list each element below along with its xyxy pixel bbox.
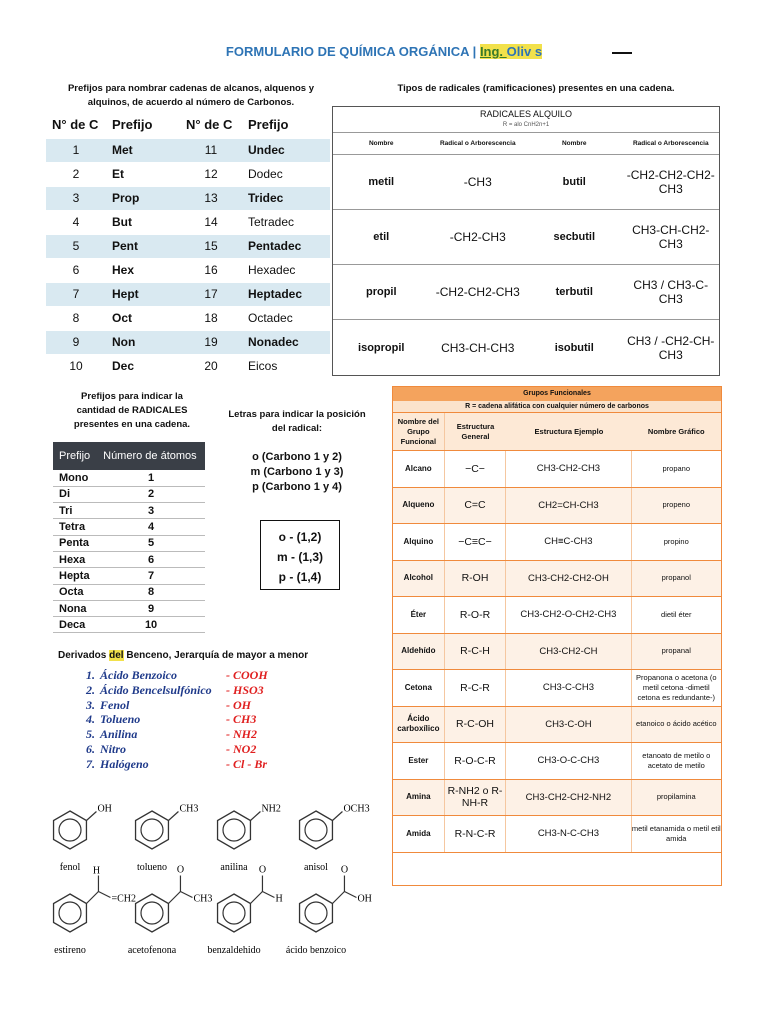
functional-group-row bbox=[393, 597, 721, 634]
fg-name: Ácido carboxílico bbox=[393, 707, 445, 743]
prefixes-cell: 11 bbox=[180, 138, 242, 162]
prefixes-cell: Hexadec bbox=[242, 258, 330, 282]
box-item-m: m - (1,3) bbox=[276, 550, 323, 564]
derivative-item bbox=[86, 683, 268, 698]
substituent-bond bbox=[86, 892, 98, 904]
fg-graphic-name: propilamina bbox=[656, 792, 696, 802]
quantity-row bbox=[53, 617, 205, 633]
fg-name: Amida bbox=[393, 816, 445, 852]
quantity-number: 8 bbox=[97, 584, 205, 600]
derivative-item bbox=[86, 698, 268, 713]
fg-general: −C≡C− bbox=[445, 524, 507, 560]
fg-header-example: Estructura Ejemplo bbox=[534, 426, 604, 436]
substituent-label: =CH2 bbox=[111, 893, 136, 905]
fg-name: Alquino bbox=[393, 524, 445, 560]
fg-header-name: Nombre del Grupo Funcional bbox=[393, 413, 445, 450]
letter-item-o: o (Carbono 1 y 2) bbox=[252, 451, 342, 463]
fg-name: Aldehído bbox=[393, 634, 445, 670]
derivatives-title-post: Benceno, Jerarquía de mayor a menor bbox=[123, 650, 309, 661]
derivative-number: 4. bbox=[86, 712, 95, 727]
fg-example: CH2=CH-CH3 bbox=[506, 488, 631, 524]
functional-group-row bbox=[393, 670, 721, 707]
derivative-number: 6. bbox=[86, 741, 95, 756]
prefixes-cell: 7 bbox=[46, 282, 106, 306]
radical-formula: -CH2-CH3 bbox=[449, 230, 506, 244]
aromatic-circle bbox=[223, 902, 245, 924]
prefixes-cell: 12 bbox=[180, 162, 242, 186]
prefixes-row bbox=[46, 258, 330, 282]
prefixes-row bbox=[46, 210, 330, 234]
fg-example: CH3-N-C-CH3 bbox=[506, 816, 631, 852]
prefixes-row bbox=[46, 330, 330, 354]
radicals-table-title: RADICALES ALQUILO bbox=[479, 109, 573, 119]
substituent-bond bbox=[250, 892, 262, 904]
molecule-label: fenol bbox=[59, 862, 81, 873]
substituent-label: CH3 bbox=[179, 803, 199, 815]
molecule-label: ácido benzoico bbox=[285, 945, 347, 956]
substituent-label: CH3 bbox=[193, 893, 213, 905]
substituent-bond bbox=[168, 812, 178, 821]
fg-graphic-name: dietil éter bbox=[661, 609, 692, 619]
quantity-prefix: Nona bbox=[53, 600, 97, 616]
letter-item-m: m (Carbono 1 y 3) bbox=[250, 466, 344, 478]
fg-graphic-name: propeno bbox=[662, 500, 691, 510]
functional-group-row bbox=[393, 488, 721, 525]
side-bond bbox=[262, 892, 274, 898]
fg-name: Alcohol bbox=[393, 561, 445, 597]
derivative-group: - Cl - Br bbox=[226, 756, 268, 771]
prefixes-header-1: Prefijo bbox=[112, 117, 153, 133]
quantity-caption: Prefijos para indicar la cantidad de RADICALES presentes en una cadena. bbox=[73, 391, 191, 430]
derivatives-title bbox=[58, 650, 308, 661]
prefixes-cell: 15 bbox=[180, 234, 242, 258]
radicals-row bbox=[333, 265, 719, 320]
prefixes-caption: Prefijos para nombrar cadenas de alcanos, alquenos y alquinos, de acuerdo al número de Carbonos. bbox=[67, 83, 315, 108]
quantity-row bbox=[53, 503, 205, 519]
molecule2-2 bbox=[207, 865, 282, 957]
functional-group-row bbox=[393, 561, 721, 598]
prefixes-header-2: N° de C bbox=[186, 117, 233, 133]
derivative-number: 3. bbox=[86, 697, 95, 712]
radical-name: isopropil bbox=[358, 341, 405, 354]
radicals-header-row bbox=[333, 133, 719, 155]
molecule2-3 bbox=[286, 865, 372, 957]
radicals-row bbox=[333, 155, 719, 210]
functional-groups-subtitle: R = cadena alifática con cualquier número de carbonos bbox=[393, 401, 721, 413]
quantity-prefix: Hexa bbox=[53, 551, 97, 567]
quantity-prefix: Tetra bbox=[53, 519, 97, 535]
derivative-number: 7. bbox=[86, 756, 95, 771]
prefixes-cell: Hept bbox=[106, 282, 180, 306]
prefixes-row bbox=[46, 282, 330, 306]
radical-name: butil bbox=[562, 176, 586, 188]
prefixes-cell: 14 bbox=[180, 210, 242, 234]
prefixes-cell: Hex bbox=[106, 258, 180, 282]
derivative-number: 5. bbox=[86, 727, 95, 742]
fg-header-general: Estructura General bbox=[456, 421, 495, 441]
prefixes-cell: 20 bbox=[180, 354, 242, 378]
functional-groups-header-row bbox=[393, 413, 721, 451]
radicals-header-0: Nombre bbox=[368, 140, 394, 147]
radical-formula: CH3-CH-CH2-CH3 bbox=[632, 223, 710, 251]
radicals-header-3: Radical o Arborescencia bbox=[632, 140, 709, 147]
functional-group-row bbox=[393, 524, 721, 561]
prefixes-cell: Pent bbox=[106, 234, 180, 258]
fg-general: C=C bbox=[445, 488, 507, 524]
prefixes-cell: 9 bbox=[46, 330, 106, 354]
radical-formula: -CH2-CH2-CH3 bbox=[435, 285, 520, 299]
quantity-row bbox=[53, 600, 205, 616]
author-surname: Oliv s bbox=[506, 44, 543, 59]
fg-example: CH3-C-CH3 bbox=[506, 670, 631, 706]
fg-graphic-name: etanoico o ácido acético bbox=[636, 719, 717, 729]
quantity-table bbox=[53, 442, 205, 633]
derivative-group: - COOH bbox=[226, 668, 268, 682]
derivatives-title-highlight: del bbox=[109, 650, 124, 661]
derivative-name: Anilina bbox=[100, 727, 138, 742]
quantity-row bbox=[53, 551, 205, 567]
derivative-group: - HSO3 bbox=[226, 682, 264, 697]
prefixes-cell: 1 bbox=[46, 138, 106, 162]
side-bond bbox=[98, 892, 110, 898]
radicals-row bbox=[333, 320, 719, 375]
fg-example: CH3-O-C-CH3 bbox=[506, 743, 631, 779]
prefixes-cell: 5 bbox=[46, 234, 106, 258]
prefixes-cell: Octadec bbox=[242, 306, 330, 330]
functional-group-row bbox=[393, 743, 721, 780]
fg-name: Éter bbox=[393, 597, 445, 633]
quantity-number: 10 bbox=[97, 617, 205, 633]
carbonyl-oxygen: O bbox=[340, 864, 349, 876]
molecule2-0 bbox=[54, 866, 136, 957]
vinyl-hydrogen: H bbox=[92, 865, 101, 877]
derivatives-list bbox=[86, 668, 268, 772]
quantity-prefix: Deca bbox=[53, 617, 97, 633]
quantity-header-1: Número de átomos bbox=[97, 442, 205, 470]
prefixes-cell: Prop bbox=[106, 186, 180, 210]
substituent-label: OCH3 bbox=[343, 803, 370, 815]
quantity-header-0: Prefijo bbox=[53, 442, 97, 470]
quantity-prefix: Octa bbox=[53, 584, 97, 600]
prefixes-cell: 19 bbox=[180, 330, 242, 354]
derivative-item bbox=[86, 757, 268, 772]
letters-list bbox=[232, 450, 362, 495]
substituent-label: H bbox=[275, 893, 283, 905]
substituent-bond bbox=[332, 892, 344, 904]
prefixes-cell: 17 bbox=[180, 282, 242, 306]
prefixes-row bbox=[46, 162, 330, 186]
functional-group-row bbox=[393, 707, 721, 744]
derivatives-title-pre: Derivados bbox=[58, 650, 110, 661]
quantity-row bbox=[53, 519, 205, 535]
prefixes-cell: Dodec bbox=[242, 162, 330, 186]
derivative-group: - CH3 bbox=[226, 712, 257, 727]
prefixes-table bbox=[46, 112, 330, 379]
functional-group-row bbox=[393, 451, 721, 488]
fg-example: CH3-CH2-O-CH2-CH3 bbox=[506, 597, 631, 633]
quantity-number: 9 bbox=[97, 600, 205, 616]
prefixes-cell: Non bbox=[106, 330, 180, 354]
derivative-number: 1. bbox=[86, 668, 95, 682]
derivative-item bbox=[86, 742, 268, 757]
fg-name: Ester bbox=[393, 743, 445, 779]
benzene-derivatives-drawings bbox=[40, 795, 400, 975]
derivative-group: - NO2 bbox=[226, 741, 257, 756]
letters-caption: Letras para indicar la posición del radical: bbox=[228, 409, 366, 434]
substituent-label: NH2 bbox=[261, 803, 281, 815]
radicals-caption: Tipos de radicales (ramificaciones) presentes en una cadena. bbox=[397, 83, 675, 94]
letters-box bbox=[260, 520, 340, 590]
prefixes-cell: 8 bbox=[46, 306, 106, 330]
fg-general: R-O-R bbox=[445, 597, 507, 633]
prefixes-row bbox=[46, 354, 330, 378]
quantity-prefix: Hepta bbox=[53, 568, 97, 584]
radicals-header-1: Radical o Arborescencia bbox=[439, 140, 516, 147]
radical-name: metil bbox=[368, 176, 395, 188]
fg-example: CH3-CH2-CH2-NH2 bbox=[506, 780, 631, 816]
fg-graphic-name: etanoato de metilo o acetato de metilo bbox=[642, 750, 711, 770]
derivative-number: 2. bbox=[86, 682, 95, 697]
prefixes-cell: Heptadec bbox=[242, 282, 330, 306]
functional-group-row bbox=[393, 780, 721, 817]
radicals-table bbox=[332, 106, 720, 376]
box-item-p: p - (1,4) bbox=[278, 570, 322, 584]
quantity-prefix: Di bbox=[53, 486, 97, 502]
functional-group-row bbox=[393, 816, 721, 853]
quantity-number: 2 bbox=[97, 486, 205, 502]
box-item-o: o - (1,2) bbox=[278, 530, 322, 544]
fg-graphic-name: metil etanamida o metil etil amida bbox=[631, 823, 721, 843]
fg-general: R-O-C-R bbox=[445, 743, 507, 779]
prefixes-cell: Et bbox=[106, 162, 180, 186]
fg-name: Amina bbox=[393, 780, 445, 816]
derivative-item bbox=[86, 712, 268, 727]
substituent-label: OH bbox=[97, 803, 112, 815]
prefixes-cell: Tridec bbox=[242, 186, 330, 210]
quantity-row bbox=[53, 584, 205, 600]
title-dash bbox=[612, 52, 632, 54]
prefixes-cell: 3 bbox=[46, 186, 106, 210]
side-bond bbox=[344, 892, 356, 898]
derivative-group: - OH bbox=[226, 697, 251, 712]
derivative-item bbox=[86, 727, 268, 742]
radical-name: secbutil bbox=[553, 231, 596, 243]
prefixes-cell: 6 bbox=[46, 258, 106, 282]
prefixes-cell: 10 bbox=[46, 354, 106, 378]
radical-formula: -CH2-CH2-CH2-CH3 bbox=[626, 168, 715, 196]
fg-general: −C− bbox=[445, 451, 507, 487]
aromatic-circle bbox=[305, 819, 327, 841]
aromatic-circle bbox=[141, 902, 163, 924]
quantity-row bbox=[53, 470, 205, 486]
prefixes-cell: Nonadec bbox=[242, 330, 330, 354]
fg-example: CH3-C-OH bbox=[506, 707, 631, 743]
fg-example: CH3-CH2-CH bbox=[506, 634, 631, 670]
radicals-row bbox=[333, 210, 719, 265]
prefixes-cell: 4 bbox=[46, 210, 106, 234]
radical-name: terbutil bbox=[555, 286, 593, 298]
fg-example: CH3-CH2-CH2-OH bbox=[506, 561, 631, 597]
fg-general: R-C-OH bbox=[445, 707, 507, 743]
radical-name: isobutil bbox=[554, 341, 594, 354]
quantity-number: 6 bbox=[97, 551, 205, 567]
molecule-label: acetofenona bbox=[127, 945, 177, 956]
prefixes-cell: 13 bbox=[180, 186, 242, 210]
author-highlight bbox=[480, 44, 542, 59]
page-title bbox=[0, 44, 768, 59]
quantity-row bbox=[53, 486, 205, 502]
molecule-2 bbox=[218, 804, 281, 874]
molecule-label: tolueno bbox=[137, 862, 167, 873]
fg-general: R-C-H bbox=[445, 634, 507, 670]
molecule-label: anisol bbox=[304, 862, 328, 873]
carbonyl-oxygen: O bbox=[176, 864, 185, 876]
prefixes-cell: But bbox=[106, 210, 180, 234]
prefixes-cell: Dec bbox=[106, 354, 180, 378]
radicals-table-subtitle: R = alo CnH2n+1 bbox=[502, 122, 550, 128]
substituent-bond bbox=[332, 812, 342, 821]
letter-item-p: p (Carbono 1 y 4) bbox=[252, 481, 342, 493]
prefixes-row bbox=[46, 138, 330, 162]
title-text: FORMULARIO DE QUÍMICA ORGÁNICA | bbox=[225, 44, 477, 59]
prefixes-cell: 16 bbox=[180, 258, 242, 282]
fg-graphic-name: propano bbox=[662, 463, 691, 473]
quantity-prefix: Tri bbox=[53, 503, 97, 519]
author-name: Ing. bbox=[479, 44, 507, 59]
fg-example: CH≡C-CH3 bbox=[506, 524, 631, 560]
derivative-group: - NH2 bbox=[226, 727, 257, 742]
molecule-label: anilina bbox=[220, 862, 248, 873]
derivative-name: Nitro bbox=[100, 741, 127, 756]
prefixes-cell: Met bbox=[106, 138, 180, 162]
radicals-header-2: Nombre bbox=[561, 140, 587, 147]
fg-general: R-NH2 o R-NH-R bbox=[445, 780, 507, 816]
substituent-bond bbox=[168, 892, 180, 904]
side-bond bbox=[180, 892, 192, 898]
molecule-1 bbox=[136, 804, 199, 874]
derivative-name: Halógeno bbox=[100, 756, 149, 771]
molecule-3 bbox=[300, 804, 370, 874]
derivative-name: Ácido Bencelsulfónico bbox=[100, 682, 212, 697]
radical-formula: CH3 / CH3-C-CH3 bbox=[633, 278, 709, 306]
fg-name: Alcano bbox=[393, 451, 445, 487]
aromatic-circle bbox=[305, 902, 327, 924]
quantity-prefix: Penta bbox=[53, 535, 97, 551]
substituent-bond bbox=[250, 812, 260, 821]
derivative-name: Fenol bbox=[100, 697, 130, 712]
radical-name: etil bbox=[373, 231, 390, 243]
prefixes-cell: Tetradec bbox=[242, 210, 330, 234]
functional-groups-title: Grupos Funcionales bbox=[393, 387, 721, 401]
molecule-label: benzaldehido bbox=[207, 945, 261, 956]
prefixes-cell: Undec bbox=[242, 138, 330, 162]
aromatic-circle bbox=[59, 819, 81, 841]
quantity-number: 4 bbox=[97, 519, 205, 535]
aromatic-circle bbox=[223, 819, 245, 841]
molecule-0 bbox=[54, 804, 112, 874]
prefixes-row bbox=[46, 306, 330, 330]
fg-example: CH3-CH2-CH3 bbox=[506, 451, 631, 487]
molecule2-1 bbox=[128, 865, 213, 957]
aromatic-circle bbox=[59, 902, 81, 924]
fg-graphic-name: propanal bbox=[661, 646, 691, 656]
radical-formula: CH3-CH-CH3 bbox=[441, 340, 515, 355]
prefixes-cell: Eicos bbox=[242, 354, 330, 378]
fg-general: R-OH bbox=[445, 561, 507, 597]
quantity-prefix: Mono bbox=[53, 470, 97, 486]
prefixes-header-0: N° de C bbox=[52, 117, 99, 133]
derivative-name: Tolueno bbox=[100, 712, 141, 727]
fg-graphic-name: Propanona o acetona (o metil cetona -dimetil cetona es redundante-) bbox=[636, 672, 717, 702]
fg-header-graphic: Nombre Gráfico bbox=[647, 426, 705, 436]
prefixes-row bbox=[46, 234, 330, 258]
functional-groups-table bbox=[392, 386, 722, 886]
fg-name: Alqueno bbox=[393, 488, 445, 524]
fg-general: R-C-R bbox=[445, 670, 507, 706]
quantity-number: 1 bbox=[97, 470, 205, 486]
quantity-row bbox=[53, 568, 205, 584]
substituent-bond bbox=[86, 812, 96, 821]
carbonyl-oxygen: O bbox=[258, 864, 267, 876]
fg-general: R-N-C-R bbox=[445, 816, 507, 852]
fg-graphic-name: propino bbox=[663, 536, 689, 546]
fg-name: Cetona bbox=[393, 670, 445, 706]
substituent-label: OH bbox=[357, 893, 372, 905]
aromatic-circle bbox=[141, 819, 163, 841]
radical-name: propil bbox=[365, 286, 397, 298]
prefixes-cell: 2 bbox=[46, 162, 106, 186]
quantity-number: 5 bbox=[97, 535, 205, 551]
prefixes-header-3: Prefijo bbox=[248, 117, 289, 133]
fg-graphic-name: propanol bbox=[661, 573, 691, 583]
quantity-row bbox=[53, 535, 205, 551]
prefixes-cell: Pentadec bbox=[242, 234, 330, 258]
radical-formula: -CH3 bbox=[463, 175, 492, 189]
derivative-name: Ácido Benzoico bbox=[100, 668, 177, 682]
quantity-number: 7 bbox=[97, 568, 205, 584]
prefixes-cell: 18 bbox=[180, 306, 242, 330]
quantity-number: 3 bbox=[97, 503, 205, 519]
prefixes-cell: Oct bbox=[106, 306, 180, 330]
molecule-label: estireno bbox=[54, 945, 86, 956]
radical-formula: CH3 / -CH2-CH-CH3 bbox=[627, 333, 715, 362]
derivative-item bbox=[86, 668, 268, 683]
radicals-table-header bbox=[333, 107, 719, 133]
functional-group-row bbox=[393, 634, 721, 671]
prefixes-row bbox=[46, 186, 330, 210]
